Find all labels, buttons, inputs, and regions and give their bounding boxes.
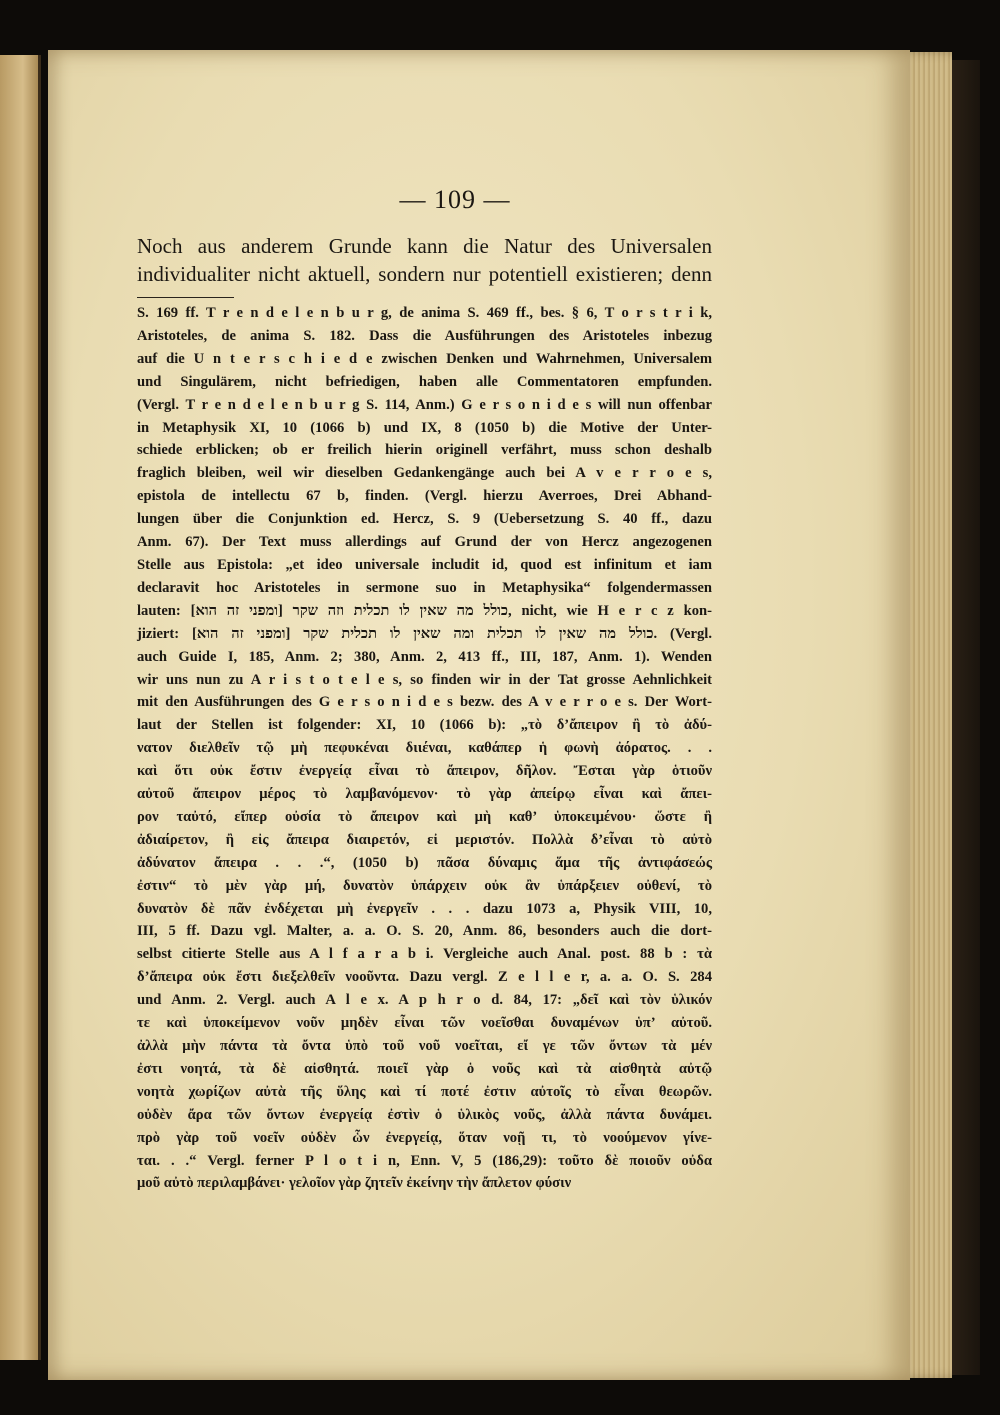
footnote-line: Anm. 67). Der Text muss allerdings auf Grund der von Hercz angezogenen xyxy=(137,534,712,551)
footnote-line: mit den Ausführungen des G e r s o n i d e s bezw. des A v e r r o e s. Der Wort- xyxy=(137,694,712,711)
footnote-line: lungen über die Conjunktion ed. Hercz, S. 9 (Uebersetzung S. 40 ff., dazu xyxy=(137,511,712,528)
footnote-line: lauten: [ומפני זה הוא] כולל מה שאין לו תכלית וזה שקר, nicht, wie H e r c z kon- xyxy=(137,602,712,619)
footnote-line: selbst citierte Stelle aus A l f a r a b i. Vergleiche auch Anal. post. 88 b : τὰ xyxy=(137,946,712,963)
footnote-line: ἐστι νοητά, τὰ δὲ αἰσθητά. ποιεῖ γὰρ ὁ νοῦς καὶ τὰ αἰσθητὰ αὐτῷ xyxy=(137,1060,712,1077)
footnote-line: und Anm. 2. Vergl. auch A l e x. A p h r o d. 84, 17: „δεῖ καὶ τὸν ὑλικόν xyxy=(137,992,712,1009)
footnote-line: ἐστιν“ τὸ μὲν γὰρ μή, δυνατὸν ὑπάρχειν οὐκ ἂν ὑπάρξειεν οὐθενί, τὸ xyxy=(137,877,712,894)
footnote-line: wir uns nun zu A r i s t o t e l e s, so finden wir in der Tat grosse Aehnlichkeit xyxy=(137,671,712,688)
footnote-line: III, 5 ff. Dazu vgl. Malter, a. a. O. S. 20, Anm. 86, besonders auch die dort- xyxy=(137,923,712,940)
footnote-line: δ’ἄπειρα οὐκ ἔστι διεξελθεῖν νοοῦντα. Dazu vergl. Z e l l e r, a. a. O. S. 284 xyxy=(137,969,712,986)
footnote-line: δυνατὸν δὲ πᾶν ἐνδέχεται μὴ ἐνεργεῖν . . . dazu 1073 a, Physik VIII, 10, xyxy=(137,900,712,917)
book-spine xyxy=(950,60,980,1375)
footnote-line: τε καὶ ὑποκείμενον νοῦν μηδὲν εἶναι τῶν νοεῖσθαι δυναμένων ὑπ’ αὐτοῦ. xyxy=(137,1015,712,1032)
footnote-line: jiziert: [ומפני זה הוא] כולל מה שאין לו תכלית ומה שאין לו תכלית שקר. (Vergl. xyxy=(137,625,712,642)
footnote-line: καὶ ὅτι οὐκ ἔστιν ἐνεργείᾳ εἶναι τὸ ἄπειρον, δῆλον. Ἔσται γὰρ ὁτιοῦν xyxy=(137,763,712,780)
footnote-line: auf die U n t e r s c h i e d e zwischen Denken und Wahrnehmen, Universalem xyxy=(137,350,712,367)
footnote-line: schiede erblicken; ob er freilich hierin originell verfährt, muss schon deshalb xyxy=(137,442,712,459)
footnote-line: νοητὰ χωρίζων αὐτὰ τῆς ὕλης καὶ τί ποτέ ἐστιν αὐτοῖς τὸ εἶναι θεωρῶν. xyxy=(137,1083,712,1100)
footnote-line: μοῦ αὐτὸ περιλαμβάνει· γελοῖον γὰρ ζητεῖν ἐκείνην τὴν ἄπλετον φύσιν xyxy=(137,1175,572,1192)
footnote-line: ρον ταὐτό, εἴπερ οὐσία τὸ ἄπειρον καὶ μὴ καθ’ ὑποκειμένου· ὥστε ἢ xyxy=(137,808,712,825)
footnote-line: (Vergl. T r e n d e l e n b u r g S. 114, Anm.) G e r s o n i d e s will nun offenbar xyxy=(137,396,712,413)
footnote-line: αὐτοῦ ἄπειρον μέρος τὸ λαμβανόμενον· τὸ γὰρ ἀπείρῳ εἶναι καὶ ἄπει- xyxy=(137,786,712,803)
footnote-line: πρὸ γὰρ τοῦ νοεῖν οὐδὲν ὧν ἐνεργείᾳ, ὅταν νοῇ τι, τὸ νοούμενον γίνε- xyxy=(137,1129,712,1146)
footnote-line: epistola de intellectu 67 b, finden. (Vergl. hierzu Averroes, Drei Abhand- xyxy=(137,488,712,505)
page-number: — 109 — xyxy=(399,185,511,214)
footnote-line: auch Guide I, 185, Anm. 2; 380, Anm. 2, 413 ff., III, 187, Anm. 1). Wenden xyxy=(137,648,712,665)
footnote-line: declaravit hoc Aristoteles in sermone suo in Metaphysika“ folgendermassen xyxy=(137,579,712,596)
footnote-line: νατον διελθεῖν τῷ μὴ πεφυκέναι διιέναι, καθάπερ ἡ φωνὴ ἀόρατος. . . xyxy=(137,740,712,757)
footnote-line: laut der Stellen ist folgender: XI, 10 (1066 b): „τὸ δ’ἄπειρον ἢ τὸ ἀδύ- xyxy=(137,717,712,734)
footnote-line: ἀδύνατον ἄπειρα . . .“, (1050 b) πᾶσα δύναμις ἅμα τῆς ἀντιφάσεώς xyxy=(137,854,712,871)
footnote-line: ἀλλὰ μὴν πάντα τὰ ὄντα ὑπὸ τοῦ νοῦ νοεῖται, εἴ γε τῶν ὄντων τὰ μέν xyxy=(137,1038,712,1054)
footnote-line: in Metaphysik XI, 10 (1066 b) und IX, 8 (1050 b) die Motive der Unter- xyxy=(137,419,712,436)
footnote-separator xyxy=(137,297,234,298)
footnote-line: ἀδιαίρετον, ἢ εἰς ἄπειρα διαιρετόν, εἰ μεριστόν. Πολλὰ δ’εἶναι τὸ αὐτὸ xyxy=(137,831,712,848)
main-text-line: Noch aus anderem Grunde kann die Natur des Universalen xyxy=(137,234,712,258)
footnote-line: fraglich bleiben, weil wir dieselben Gedankengänge auch bei A v e r r o e s, xyxy=(137,465,712,482)
footnote-line: οὐδὲν ἄρα τῶν ὄντων ἐνεργείᾳ ἐστὶν ὁ ὑλικὸς νοῦς, ἀλλὰ πάντα δυνάμει. xyxy=(137,1106,712,1123)
footnote-line: S. 169 ff. T r e n d e l e n b u r g, de anima S. 469 ff., bes. § 6, T o r s t r i k, xyxy=(137,305,712,321)
main-text-line: individualiter nicht aktuell, sondern nur potentiell existieren; denn xyxy=(137,262,712,286)
main-text xyxy=(137,232,712,288)
footnote-line: ται. . .“ Vergl. ferner P l o t i n, Enn. V, 5 (186,29): τοῦτο δὲ ποιοῦν οὐδα xyxy=(137,1152,712,1169)
left-page-edge xyxy=(0,55,41,1360)
footnote-line: und Singulärem, nicht befriedigen, haben alle Commentatoren empfunden. xyxy=(137,373,712,390)
footnote-line: Stelle aus Epistola: „et ideo universale includit id, quod est infinitum et iam xyxy=(137,556,712,573)
footnote-line: Aristoteles, de anima S. 182. Dass die Ausführungen des Aristoteles inbezug xyxy=(137,327,712,344)
footnote xyxy=(137,302,712,1195)
